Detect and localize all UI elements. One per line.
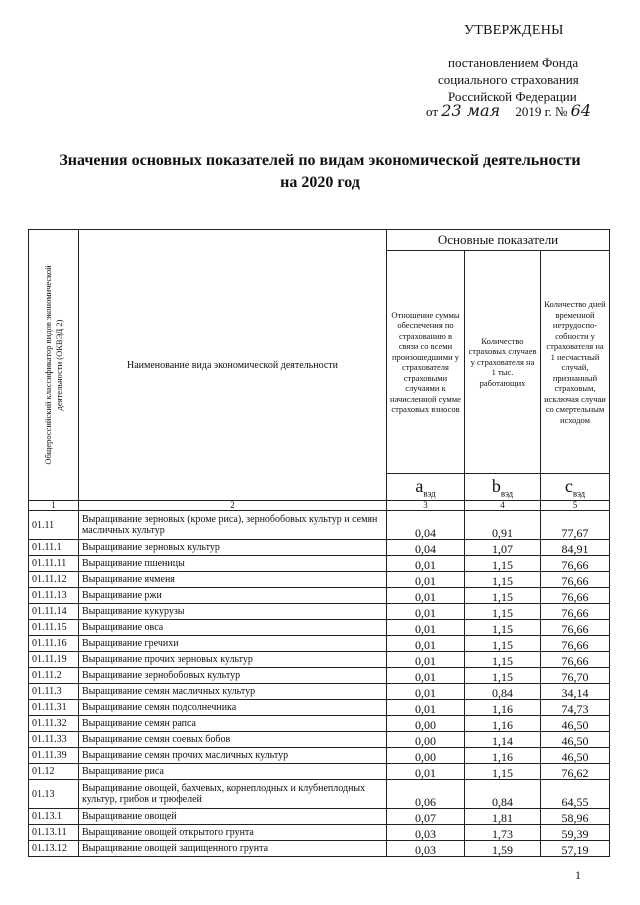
- value-a-cell: 0,01: [387, 572, 465, 588]
- value-a-cell: 0,06: [387, 780, 465, 809]
- okved-code-cell: 01.11.19: [29, 652, 79, 668]
- activity-name-cell: Выращивание зерновых культур: [79, 540, 387, 556]
- value-c-cell: 57,19: [541, 841, 610, 857]
- okved-code-cell: 01.13.12: [29, 841, 79, 857]
- indicator-a-header: Отношение суммы обеспечения по страхованию в связи со всеми произошедшими у страхователя страховыми случаями к начисленной сумме страховых взносов: [387, 251, 465, 474]
- value-a-cell: 0,03: [387, 825, 465, 841]
- value-c-cell: 76,66: [541, 604, 610, 620]
- column-number: 5: [541, 501, 610, 511]
- value-c-cell: 77,67: [541, 511, 610, 540]
- activity-name-cell: Выращивание семян соевых бобов: [79, 732, 387, 748]
- value-a-cell: 0,01: [387, 668, 465, 684]
- value-b-cell: 1,15: [465, 636, 541, 652]
- table-row: [29, 700, 610, 716]
- table-row: [29, 841, 610, 857]
- value-b-cell: 1,73: [465, 825, 541, 841]
- value-a-cell: 0,00: [387, 732, 465, 748]
- column-number: 2: [79, 501, 387, 511]
- value-a-cell: 0,01: [387, 764, 465, 780]
- indicators-table: [28, 229, 610, 857]
- table-row: [29, 809, 610, 825]
- activity-name-cell: Выращивание овощей защищенного грунта: [79, 841, 387, 857]
- activity-name-cell: Выращивание зерновых (кроме риса), зернобобовых культур и семян масличных культур: [79, 511, 387, 540]
- okved-code-cell: 01.13.11: [29, 825, 79, 841]
- indicator-b-header: Количество страховых случаев у страхователя на 1 тыс. работающих: [465, 251, 541, 474]
- value-b-cell: 1,15: [465, 764, 541, 780]
- value-b-cell: 1,15: [465, 604, 541, 620]
- activity-name-cell: Выращивание овощей: [79, 809, 387, 825]
- value-b-cell: 1,16: [465, 716, 541, 732]
- okved-code-cell: 01.11.15: [29, 620, 79, 636]
- value-c-cell: 76,70: [541, 668, 610, 684]
- table-row: [29, 636, 610, 652]
- table-row: [29, 764, 610, 780]
- value-c-cell: 76,66: [541, 588, 610, 604]
- value-b-cell: 1,15: [465, 668, 541, 684]
- table-row: [29, 540, 610, 556]
- handwritten-number: 64: [570, 101, 591, 120]
- table-row: [29, 604, 610, 620]
- value-b-cell: 0,84: [465, 780, 541, 809]
- letter-c-cell: $c_{вэд}$: [541, 474, 610, 501]
- value-b-cell: 1,14: [465, 732, 541, 748]
- value-b-cell: 1,15: [465, 620, 541, 636]
- value-a-cell: 0,01: [387, 620, 465, 636]
- okved-code-cell: 01.11.14: [29, 604, 79, 620]
- activity-name-cell: Выращивание пшеницы: [79, 556, 387, 572]
- activity-name-cell: Выращивание прочих зерновых культур: [79, 652, 387, 668]
- table-row: [29, 732, 610, 748]
- activity-name-cell: Выращивание зернобобовых культур: [79, 668, 387, 684]
- value-c-cell: 76,62: [541, 764, 610, 780]
- value-b-cell: 1,16: [465, 700, 541, 716]
- approval-line-2: социального страхования: [438, 72, 579, 87]
- okved-code-cell: 01.11.31: [29, 700, 79, 716]
- value-c-cell: 76,66: [541, 556, 610, 572]
- column-number: 1: [29, 501, 79, 511]
- table-row: [29, 668, 610, 684]
- value-a-cell: 0,01: [387, 556, 465, 572]
- value-c-cell: 46,50: [541, 748, 610, 764]
- value-a-cell: 0,04: [387, 511, 465, 540]
- main-indicators-header: Основные показатели: [387, 230, 610, 251]
- title-line-2: на 2020 год: [280, 174, 360, 191]
- activity-name-cell: Выращивание семян прочих масличных культур: [79, 748, 387, 764]
- page-title: [40, 150, 600, 194]
- value-a-cell: 0,03: [387, 841, 465, 857]
- okved-code-cell: 01.11.13: [29, 588, 79, 604]
- value-a-cell: 0,00: [387, 748, 465, 764]
- value-c-cell: 76,66: [541, 652, 610, 668]
- table-row: [29, 556, 610, 572]
- okved-code-cell: 01.11.32: [29, 716, 79, 732]
- activity-name-cell: Выращивание семян подсолнечника: [79, 700, 387, 716]
- table-row: [29, 572, 610, 588]
- value-c-cell: 59,39: [541, 825, 610, 841]
- okved-code-cell: 01.11: [29, 511, 79, 540]
- activity-name-cell: Выращивание семян масличных культур: [79, 684, 387, 700]
- approval-line-1: постановлением Фонда: [448, 55, 579, 70]
- approved-heading: УТВЕРЖДЕНЫ: [464, 23, 564, 38]
- value-b-cell: 1,16: [465, 748, 541, 764]
- okved-code-cell: 01.11.1: [29, 540, 79, 556]
- activity-name-cell: Выращивание гречихи: [79, 636, 387, 652]
- okved-code-cell: 01.11.16: [29, 636, 79, 652]
- value-c-cell: 64,55: [541, 780, 610, 809]
- page-number: 1: [575, 868, 581, 882]
- table-row: [29, 748, 610, 764]
- value-a-cell: 0,01: [387, 652, 465, 668]
- value-a-cell: 0,04: [387, 540, 465, 556]
- okved-code-cell: 01.11.33: [29, 732, 79, 748]
- value-c-cell: 76,66: [541, 620, 610, 636]
- table-row: [29, 511, 610, 540]
- table-row: [29, 825, 610, 841]
- okved-code-cell: 01.11.3: [29, 684, 79, 700]
- value-a-cell: 0,01: [387, 700, 465, 716]
- letter-a-cell: $a_{вэд}$: [387, 474, 465, 501]
- table-row: [29, 620, 610, 636]
- okved-code-cell: 01.12: [29, 764, 79, 780]
- value-b-cell: 1,15: [465, 588, 541, 604]
- activity-name-column-header: Наименование вида экономической деятельности: [79, 230, 387, 501]
- value-c-cell: 46,50: [541, 716, 610, 732]
- value-a-cell: 0,00: [387, 716, 465, 732]
- activity-name-cell: Выращивание овса: [79, 620, 387, 636]
- okved-code-cell: 01.13.1: [29, 809, 79, 825]
- okved-code-cell: 01.11.11: [29, 556, 79, 572]
- activity-name-cell: Выращивание кукурузы: [79, 604, 387, 620]
- activity-name-cell: Выращивание семян рапса: [79, 716, 387, 732]
- activity-name-cell: Выращивание овощей, бахчевых, корнеплодных и клубнеплодных культур, грибов и трюфелей: [79, 780, 387, 809]
- value-b-cell: 0,91: [465, 511, 541, 540]
- value-c-cell: 84,91: [541, 540, 610, 556]
- value-c-cell: 46,50: [541, 732, 610, 748]
- okved-code-cell: 01.11.39: [29, 748, 79, 764]
- activity-name-cell: Выращивание ржи: [79, 588, 387, 604]
- value-b-cell: 0,84: [465, 684, 541, 700]
- value-b-cell: 1,81: [465, 809, 541, 825]
- okved-code-cell: 01.11.2: [29, 668, 79, 684]
- handwritten-date: 23 мая: [441, 101, 501, 120]
- value-c-cell: 76,66: [541, 572, 610, 588]
- value-a-cell: 0,01: [387, 604, 465, 620]
- value-b-cell: 1,59: [465, 841, 541, 857]
- table-row: [29, 652, 610, 668]
- value-a-cell: 0,01: [387, 588, 465, 604]
- activity-name-cell: Выращивание риса: [79, 764, 387, 780]
- value-c-cell: 34,14: [541, 684, 610, 700]
- activity-name-cell: Выращивание овощей открытого грунта: [79, 825, 387, 841]
- year-text: 2019 г. №: [515, 104, 568, 119]
- value-c-cell: 58,96: [541, 809, 610, 825]
- approval-date-line: [426, 102, 591, 120]
- table-row: [29, 588, 610, 604]
- value-a-cell: 0,07: [387, 809, 465, 825]
- value-b-cell: 1,15: [465, 556, 541, 572]
- table-row: [29, 684, 610, 700]
- column-number: 3: [387, 501, 465, 511]
- column-number-row: [29, 501, 610, 511]
- table-row: [29, 716, 610, 732]
- value-a-cell: 0,01: [387, 684, 465, 700]
- value-a-cell: 0,01: [387, 636, 465, 652]
- okved-code-cell: 01.13: [29, 780, 79, 809]
- table-row: [29, 780, 610, 809]
- value-c-cell: 74,73: [541, 700, 610, 716]
- value-b-cell: 1,15: [465, 572, 541, 588]
- column-number: 4: [465, 501, 541, 511]
- activity-name-cell: Выращивание ячменя: [79, 572, 387, 588]
- okved-code-cell: 01.11.12: [29, 572, 79, 588]
- value-b-cell: 1,07: [465, 540, 541, 556]
- header-row-group: [29, 230, 610, 251]
- letter-b-cell: $b_{вэд}$: [465, 474, 541, 501]
- date-prefix: от: [426, 104, 439, 119]
- title-line-1: Значения основных показателей по видам экономической деятельности: [59, 152, 581, 169]
- okved-column-header: Общероссийский классификатор видов экономической деятельности (ОКВЭД 2): [29, 230, 79, 501]
- indicator-c-header: Количество дней временной нетрудоспо-собности у страхователя на 1 несчастный случай, признанный страховым, исключая случаи со смертельным исходом: [541, 251, 610, 474]
- value-b-cell: 1,15: [465, 652, 541, 668]
- approval-line-3: Российской Федерации: [448, 89, 577, 104]
- value-c-cell: 76,66: [541, 636, 610, 652]
